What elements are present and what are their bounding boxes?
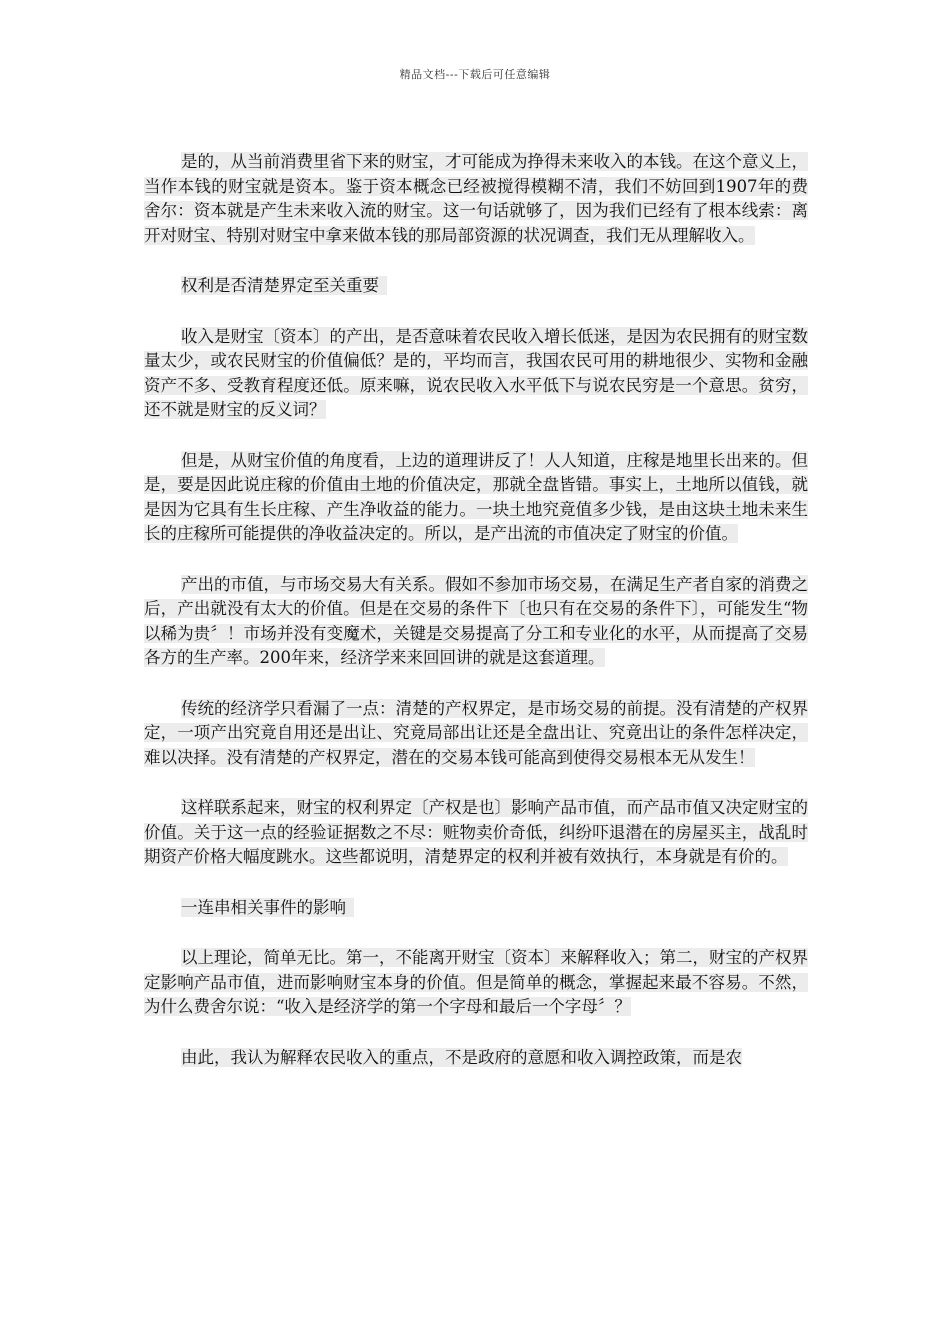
section-heading xyxy=(144,274,808,299)
paragraph xyxy=(144,796,808,870)
paragraph xyxy=(144,946,808,1020)
paragraph xyxy=(144,1046,808,1071)
paragraph xyxy=(144,697,808,771)
paragraph xyxy=(144,150,808,248)
paragraph xyxy=(144,325,808,423)
paragraph-text: 以上理论，简单无比。第一，不能离开财宝〔资本〕来解释收入；第二，财宝的产权界定影响产品市值，进而影响财宝本身的价值。但是简单的概念，掌握起来最不容易。不然，为什么费舍尔说：“收入是经济学的第一个字母和最后一个字母〞？ xyxy=(144,948,808,1016)
section-heading-text: 权利是否清楚界定至关重要 xyxy=(181,276,387,295)
paragraph-text: 是的，从当前消费里省下来的财宝，才可能成为挣得未来收入的本钱。在这个意义上，当作本钱的财宝就是资本。鉴于资本概念已经被搅得模糊不清，我们不妨回到1907年的费舍尔：资本就是产生未来收入流的财宝。这一句话就够了，因为我们已经有了根本线索：离开对财宝、特别对财宝中拿来做本钱的那局部资源的状况调查，我们无从理解收入。 xyxy=(144,152,808,245)
paragraph xyxy=(144,573,808,671)
section-heading-text: 一连串相关事件的影响 xyxy=(181,898,354,917)
header-text: 精品文档---下载后可任意编辑 xyxy=(399,68,551,81)
paragraph-text: 收入是财宝〔资本〕的产出，是否意味着农民收入增长低迷，是因为农民拥有的财宝数量太少，或农民财宝的价值偏低？是的，平均而言，我国农民可用的耕地很少、实物和金融资产不多、受教育程度还低。原来嘛，说农民收入水平低下与说农民穷是一个意思。贫穷，还不就是财宝的反义词？ xyxy=(144,326,808,419)
paragraph xyxy=(144,449,808,547)
paragraph-text: 这样联系起来，财宝的权利界定〔产权是也〕影响产品市值，而产品市值又决定财宝的价值。关于这一点的经验证据数之不尽：赃物卖价奇低，纠纷吓退潜在的房屋买主，战乱时期资产价格大幅度跳水。这些都说明，清楚界定的权利并被有效执行，本身就是有价的。 xyxy=(144,798,808,866)
paragraph-text: 产出的市值，与市场交易大有关系。假如不参加市场交易，在满足生产者自家的消费之后，产出就没有太大的价值。但是在交易的条件下〔也只有在交易的条件下〕，可能发生“物以稀为贵〞！市场并没有变魔术，关键是交易提高了分工和专业化的水平，从而提高了交易各方的生产率。200年来，经济学来来回回讲的就是这套道理。 xyxy=(144,574,808,667)
page-header xyxy=(0,66,950,82)
paragraph-text: 由此，我认为解释农民收入的重点，不是政府的意愿和收入调控政策，而是农 xyxy=(181,1047,742,1067)
section-heading xyxy=(144,896,808,921)
paragraph-text: 但是，从财宝价值的角度看，上边的道理讲反了！人人知道，庄稼是地里长出来的。但是，要是因此说庄稼的价值由土地的价值决定，那就全盘皆错。事实上，土地所以值钱，就是因为它具有生长庄稼、产生净收益的能力。一块土地究竟值多少钱，是由这块土地未来生长的庄稼所可能提供的净收益决定的。所以，是产出流的市值决定了财宝的价值。 xyxy=(144,450,808,543)
paragraph-text: 传统的经济学只看漏了一点：清楚的产权界定，是市场交易的前提。没有清楚的产权界定，一项产出究竟自用还是出让、究竟局部出让还是全盘出让、究竟出让的条件怎样决定，难以决择。没有清楚的产权界定，潜在的交易本钱可能高到使得交易根本无从发生！ xyxy=(144,698,808,767)
document-body xyxy=(144,150,808,1096)
